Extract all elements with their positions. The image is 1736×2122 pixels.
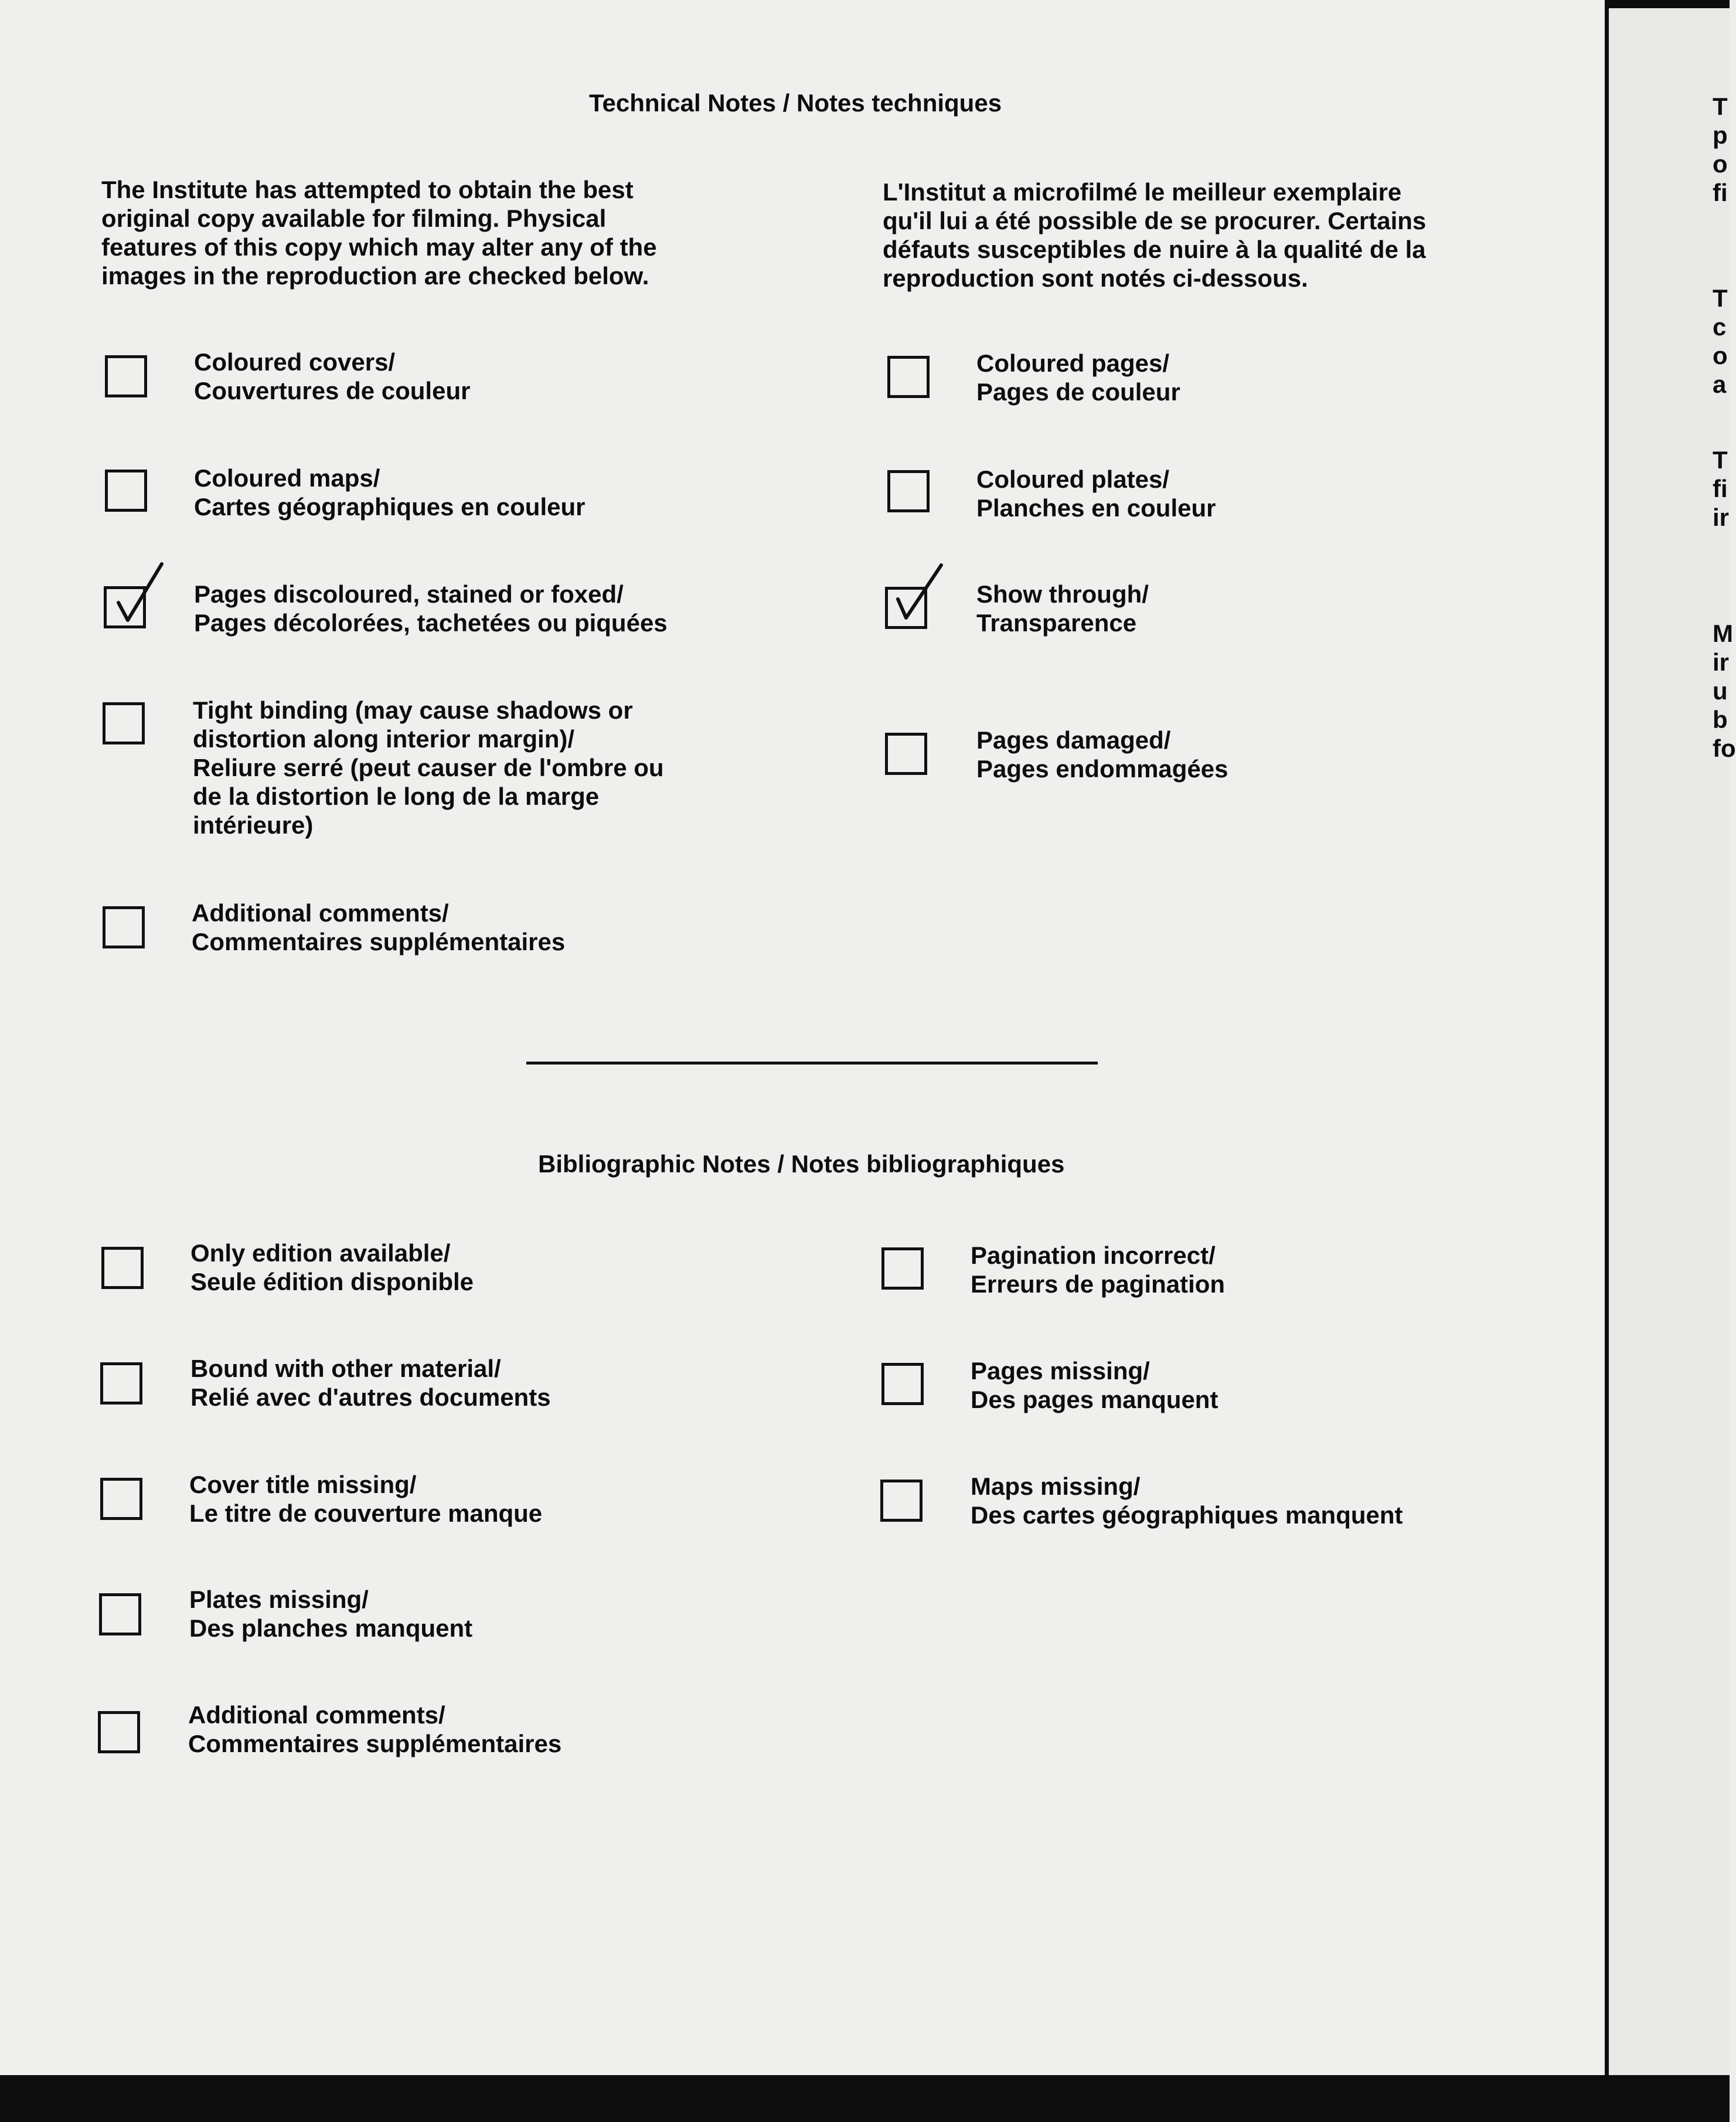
checkbox-coloured-covers[interactable] bbox=[105, 355, 147, 397]
checkmark-icon bbox=[891, 562, 949, 626]
label-pagination-incorrect: Pagination incorrect/ Erreurs de pagination bbox=[971, 1242, 1226, 1298]
label-only-edition: Only edition available/ Seule édition disponible bbox=[190, 1239, 474, 1295]
checkbox-bibliographic-additional-comments[interactable] bbox=[98, 1711, 140, 1753]
film-border-top bbox=[1609, 0, 1730, 8]
checkbox-pagination-incorrect[interactable] bbox=[881, 1247, 924, 1290]
label-coloured-pages: Coloured pages/ Pages de couleur bbox=[976, 349, 1180, 406]
label-bound-with-other: Bound with other material/ Relié avec d'autres documents bbox=[190, 1355, 551, 1411]
checkbox-coloured-maps[interactable] bbox=[105, 470, 147, 512]
checkbox-maps-missing[interactable] bbox=[880, 1480, 923, 1522]
checkbox-coloured-plates[interactable] bbox=[887, 470, 930, 512]
adjacent-page-text-fragment: M ir u b fo bbox=[1713, 620, 1736, 762]
adjacent-page-text-fragment: T c o a bbox=[1713, 284, 1728, 398]
bibliographic-notes-heading: Bibliographic Notes / Notes bibliographiques bbox=[538, 1150, 1065, 1178]
label-technical-additional-comments: Additional comments/ Commentaires supplémentaires bbox=[192, 899, 566, 955]
checkbox-technical-additional-comments[interactable] bbox=[103, 906, 145, 948]
checkbox-pages-missing[interactable] bbox=[881, 1363, 924, 1405]
technical-intro-french: L'Institut a microfilmé le meilleur exemplaire qu'il lui a été possible de se procurer. Certains défauts susceptibles de nuire à la qualité de la reproduction sont notés ci-dessous. bbox=[883, 178, 1427, 292]
technical-notes-heading: Technical Notes / Notes techniques bbox=[589, 89, 1002, 117]
label-cover-title-missing: Cover title missing/ Le titre de couverture manque bbox=[189, 1471, 543, 1527]
label-coloured-plates: Coloured plates/ Planches en couleur bbox=[976, 465, 1216, 522]
adjacent-page-text-fragment: T p o fi bbox=[1713, 93, 1728, 206]
section-divider bbox=[526, 1062, 1098, 1065]
page-edge-rule bbox=[1605, 0, 1609, 2078]
technical-intro-english: The Institute has attempted to obtain the best original copy available for filming. Physical features of this copy which may alter any of the images in the reproduction are checked below. bbox=[101, 176, 657, 290]
label-coloured-covers: Coloured covers/ Couvertures de couleur bbox=[194, 348, 471, 404]
label-pages-discoloured: Pages discoloured, stained or foxed/ Pages décolorées, tachetées ou piquées bbox=[194, 580, 668, 637]
label-plates-missing: Plates missing/ Des planches manquent bbox=[189, 1586, 473, 1642]
checkbox-cover-title-missing[interactable] bbox=[100, 1478, 142, 1520]
label-maps-missing: Maps missing/ Des cartes géographiques manquent bbox=[971, 1473, 1403, 1529]
adjacent-page-strip bbox=[1609, 8, 1736, 2075]
checkbox-coloured-pages[interactable] bbox=[887, 356, 930, 398]
checkbox-plates-missing[interactable] bbox=[99, 1593, 141, 1635]
label-show-through: Show through/ Transparence bbox=[976, 580, 1149, 637]
label-bibliographic-additional-comments: Additional comments/ Commentaires supplémentaires bbox=[188, 1701, 562, 1757]
label-pages-damaged: Pages damaged/ Pages endommagées bbox=[976, 726, 1228, 783]
film-border-bottom bbox=[0, 2075, 1730, 2122]
adjacent-page-text-fragment: T fi ir bbox=[1713, 446, 1730, 531]
checkmark-icon bbox=[110, 562, 169, 626]
label-pages-missing: Pages missing/ Des pages manquent bbox=[971, 1357, 1218, 1413]
label-tight-binding: Tight binding (may cause shadows or distortion along interior margin)/ Reliure serré (peut causer de l'ombre ou de la distortion le long de la marge intérieure) bbox=[193, 696, 664, 839]
checkbox-tight-binding[interactable] bbox=[103, 702, 145, 744]
checkbox-only-edition[interactable] bbox=[101, 1247, 144, 1289]
checkbox-bound-with-other[interactable] bbox=[100, 1362, 142, 1405]
checkbox-pages-damaged[interactable] bbox=[885, 733, 927, 775]
label-coloured-maps: Coloured maps/ Cartes géographiques en couleur bbox=[194, 464, 586, 521]
